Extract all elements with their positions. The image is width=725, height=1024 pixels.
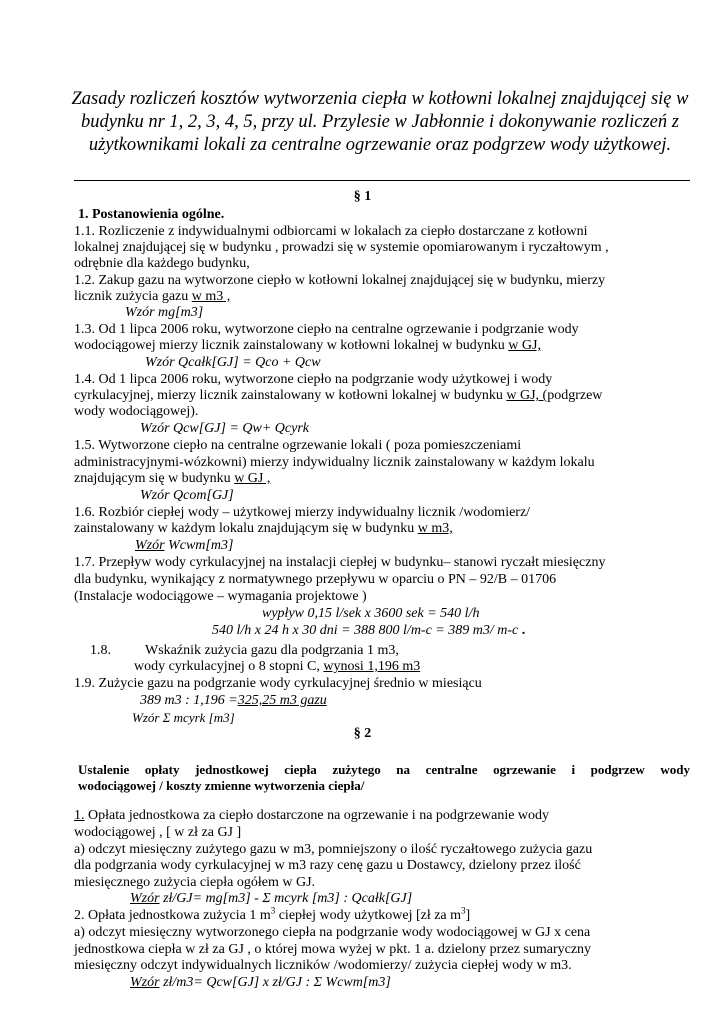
p15-formula: Wzór Qcom[GJ] bbox=[140, 488, 234, 503]
p13-unit: w GJ, bbox=[508, 338, 541, 353]
s2p1-a-line1: a) odczyt miesięczny zużytego gazu w m3, pomniejszony o ilość ryczałtowego zużycia gazu bbox=[74, 842, 593, 857]
s2p2-line1-a: 2. Opłata jednostkowa zużycia 1 m bbox=[74, 908, 271, 923]
p14-line1: 1.4. Od 1 lipca 2006 roku, wytworzone ciepło na podgrzanie wody użytkowej i wody bbox=[74, 372, 553, 387]
p19-formula: Wzór Σ mcyrk [m3] bbox=[132, 710, 235, 725]
p14-line3: wody wodociągowej). bbox=[74, 404, 199, 419]
s2p2-formula-rest: zł/m3= Qcw[GJ] x zł/GJ : Σ Wcwm[m3] bbox=[159, 975, 391, 990]
p17-calc2-text: 540 l/h x 24 h x 30 dni = 388 800 l/m-c = 389 m3/ m-c bbox=[212, 623, 519, 638]
p15-line3 bbox=[74, 471, 270, 487]
s2p2-formula-word: Wzór bbox=[130, 975, 160, 990]
p14-line2-suffix: podgrzew bbox=[547, 388, 603, 403]
p14-line2 bbox=[74, 388, 602, 404]
section-2-heading-line2: wodociągowej / koszty zmienne wytworzenia ciepła/ bbox=[78, 778, 365, 793]
title-rule bbox=[74, 180, 690, 181]
p13-formula: Wzór Qcałk[GJ] = Qco + Qcw bbox=[145, 355, 321, 370]
p14-unit: w GJ, ( bbox=[506, 388, 548, 403]
s2p1-number: 1. bbox=[74, 808, 85, 823]
p15-line3-text: znajdującym się w budynku bbox=[74, 471, 235, 486]
p17-line2: dla budynku, wynikający z normatywnego przepływu w oparciu o PN – 92/B – 01706 bbox=[74, 572, 557, 587]
s2p1-line1-text: Opłata jednostkowa za ciepło dostarczone na ogrzewanie i na podgrzewanie wody bbox=[84, 808, 550, 823]
p13-line1: 1.3. Od 1 lipca 2006 roku, wytworzone ciepło na centralne ogrzewanie i podgrzanie wody bbox=[74, 322, 579, 337]
p11-line1: 1.1. Rozliczenie z indywidualnymi odbiorcami w lokalach za ciepło dostarczane z kotłowni bbox=[74, 224, 588, 239]
p16-unit: w m3, bbox=[417, 521, 453, 536]
s2p2-sup1: 3 bbox=[270, 905, 276, 916]
p11-line3: odrębnie dla każdego budynku, bbox=[74, 256, 250, 271]
p18-number: 1.8. bbox=[90, 643, 111, 658]
s2p1-a-line2: dla podgrzania wody cyrkulacyjnej w m3 razy cenę gazu u Dostawcy, dzielony przez ilość bbox=[74, 858, 581, 873]
p14-line2-text: cyrkulacyjnej, mierzy licznik zainstalowany w kotłowni lokalnej w budynku bbox=[74, 388, 507, 403]
s2p2-formula bbox=[130, 975, 391, 991]
s2p1-formula-rest: zł/GJ= mg[m3] - Σ mcyrk [m3] : Qcałk[GJ] bbox=[159, 891, 413, 906]
p19-calc-text: 389 m3 : 1,196 = bbox=[140, 693, 238, 708]
p17-calc2 bbox=[212, 623, 525, 639]
p16-formula bbox=[135, 538, 233, 554]
p15-line1: 1.5. Wytworzone ciepło na centralne ogrzewanie lokali ( poza pomieszczeniami bbox=[74, 438, 522, 453]
p15-line2: administracyjnymi-wózkowni) mierzy indywidualny licznik zainstalowany w każdym lokalu bbox=[74, 455, 595, 470]
p16-formula-word: Wzór bbox=[135, 538, 165, 553]
p17-line3: (Instalacje wodociągowe – wymagania projektowe ) bbox=[74, 589, 367, 604]
section-2-heading-line1: Ustalenie opłaty jednostkowej ciepła zużytego na centralne ogrzewanie i podgrzew wody bbox=[78, 762, 690, 777]
p16-line2 bbox=[74, 521, 453, 537]
s2p2-a-line2: jednostkowa ciepła w zł za GJ , o której mowa wyżej w pkt. 1 a. dzielony przez sumaryczny bbox=[74, 942, 592, 957]
p19-calc bbox=[140, 693, 327, 709]
p14-formula: Wzór Qcw[GJ] = Qw+ Qcyrk bbox=[140, 421, 309, 436]
s2p1-a-line3: miesięcznego zużycia ciepła ogółem w GJ. bbox=[74, 875, 316, 890]
p12-line2-text: licznik zużycia gazu bbox=[74, 289, 192, 304]
p18-line2-text: wody cyrkulacyjnej o 8 stopni C, bbox=[134, 659, 324, 674]
s2p2-a-line3: miesięczny odczyt indywidualnych liczników /wodomierzy/ zużycia ciepłej wody w m3. bbox=[74, 958, 572, 973]
p15-unit: w GJ , bbox=[234, 471, 271, 486]
p12-unit: w m3 , bbox=[191, 289, 231, 304]
p17-calc1: wypływ 0,15 l/sek x 3600 sek = 540 l/h bbox=[262, 606, 480, 621]
p13-line2 bbox=[74, 338, 541, 354]
p19-line1: 1.9. Zużycie gazu na podgrzanie wody cyrkulacyjnej średnio w miesiącu bbox=[74, 676, 482, 691]
section-mark-2: § 2 bbox=[353, 726, 372, 741]
p16-formula-rest: Wcwm[m3] bbox=[164, 538, 234, 553]
document-title: Zasady rozliczeń kosztów wytworzenia ciepła w kotłowni lokalnej znajdującej się w budynku nr 1, 2, 3, 4, 5, przy ul. Przylesie w Jabłonnie i dokonywanie rozliczeń z użytkownikami lokali za centralne ogrzewanie oraz podgrzew wody użytkowej. bbox=[71, 89, 689, 155]
p18-line1: Wskaźnik zużycia gazu dla podgrzania 1 m3, bbox=[145, 643, 399, 658]
s2p2-a-line1: a) odczyt miesięczny wytworzonego ciepła na podgrzanie wody wodociągowej w GJ x cena bbox=[74, 925, 591, 940]
p12-line1: 1.2. Zakup gazu na wytworzone ciepło w kotłowni lokalnej znajdującej się w budynku, mierzy bbox=[74, 273, 606, 288]
p11-line2: lokalnej znajdującej się w budynku , prowadzi się w systemie opomiarowanym i ryczałtowym , bbox=[74, 240, 609, 255]
p13-line2-text: wodociągowej mierzy licznik zainstalowany w kotłowni lokalnej w budynku bbox=[74, 338, 509, 353]
p17-calc2-end: . bbox=[518, 623, 526, 638]
s2p2-line1-c: ] bbox=[465, 908, 471, 923]
p12-line2 bbox=[74, 289, 230, 305]
s2p1-line2: wodociągowej , [ w zł za GJ ] bbox=[74, 825, 242, 840]
p16-line2-text: zainstalowany w każdym lokalu znajdującym się w budynku bbox=[74, 521, 418, 536]
s2p2-line1-b: ciepłej wody użytkowej [zł za m bbox=[275, 908, 462, 923]
p17-line1: 1.7. Przepływ wody cyrkulacyjnej na instalacji ciepłej w budynku– stanowi ryczałt miesięczny bbox=[74, 555, 606, 570]
s2p2-line1 bbox=[74, 905, 471, 924]
p18-line2 bbox=[134, 659, 420, 675]
section-mark-1: § 1 bbox=[353, 189, 372, 204]
s2p2-sup2: 3 bbox=[461, 905, 466, 916]
p18-value: wynosi 1,196 m3 bbox=[323, 659, 421, 674]
s2p1-line1 bbox=[74, 808, 549, 824]
p12-formula: Wzór mg[m3] bbox=[125, 305, 204, 320]
p16-line1: 1.6. Rozbiór ciepłej wody – użytkowej mierzy indywidualny licznik /wodomierz/ bbox=[74, 505, 531, 520]
section-1-heading: 1. Postanowienia ogólne. bbox=[78, 207, 225, 222]
p19-calc-value: 325,25 m3 gazu bbox=[237, 693, 327, 708]
s2p1-formula-word: Wzór bbox=[130, 891, 160, 906]
